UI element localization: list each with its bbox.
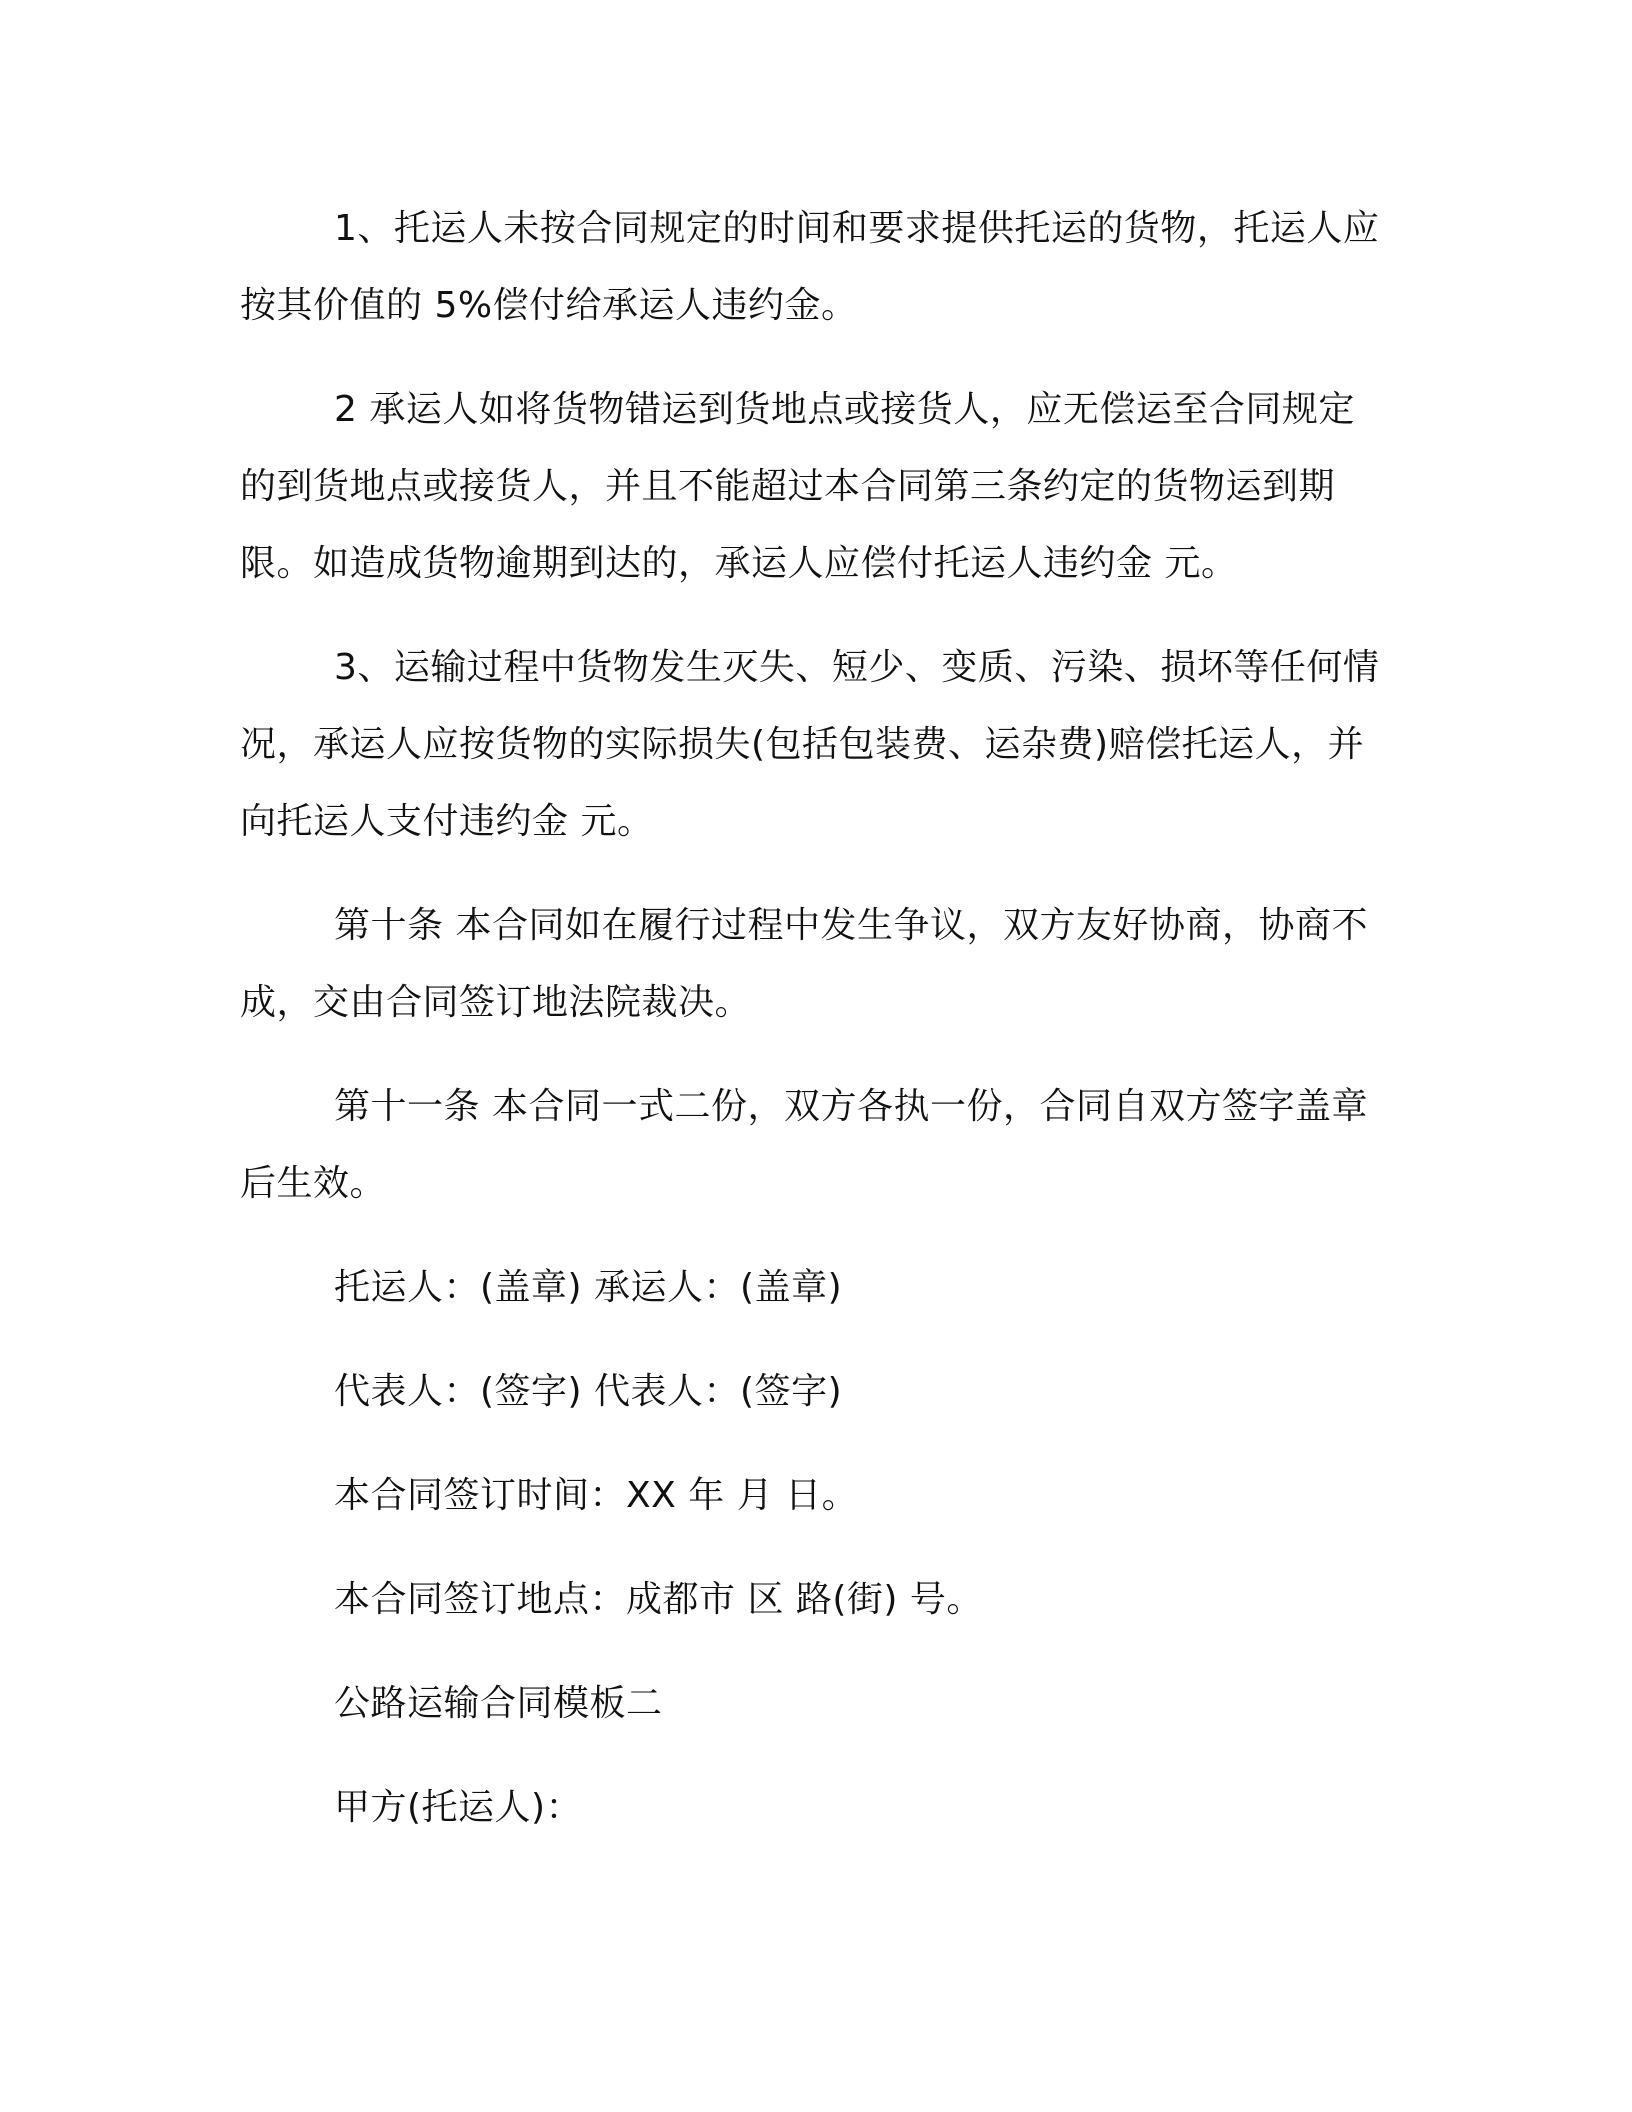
paragraph-misdelivery: 2 承运人如将货物错运到货地点或接货人，应无偿运至合同规定的到货地点或接货人，并且不能超过本合同第三条约定的货物运到期限。如造成货物逾期到达的，承运人应偿付托运人违约金 元。: [240, 389, 1355, 584]
paragraph-cargo-loss: 3、运输过程中货物发生灭失、短少、变质、污染、损坏等任何情况，承运人应按货物的实际损失(包括包装费、运杂费)赔偿托运人，并向托运人支付违约金 元。: [240, 647, 1380, 842]
paragraph-shipper-default: 1、托运人未按合同规定的时间和要求提供托运的货物，托运人应按其价值的 5%偿付给承运人违约金。: [240, 208, 1380, 326]
signing-place-line: 本合同签订地点：成都市 区 路(街) 号。: [334, 1579, 983, 1620]
representative-sign-line: 代表人：(签字) 代表人：(签字): [334, 1371, 843, 1412]
paragraph-article-11: 第十一条 本合同一式二份，双方各执一份，合同自双方签字盖章后生效。: [240, 1086, 1368, 1204]
template-two-heading: 公路运输合同模板二: [334, 1683, 663, 1724]
party-a-line: 甲方(托运人)：: [334, 1787, 583, 1828]
signature-seal-line: 托运人：(盖章) 承运人：(盖章): [334, 1267, 843, 1308]
paragraph-article-10: 第十条 本合同如在履行过程中发生争议，双方友好协商，协商不成，交由合同签订地法院裁决。: [240, 905, 1368, 1023]
signing-time-line: 本合同签订时间：XX 年 月 日。: [334, 1475, 859, 1516]
document-body: [240, 190, 1390, 1846]
